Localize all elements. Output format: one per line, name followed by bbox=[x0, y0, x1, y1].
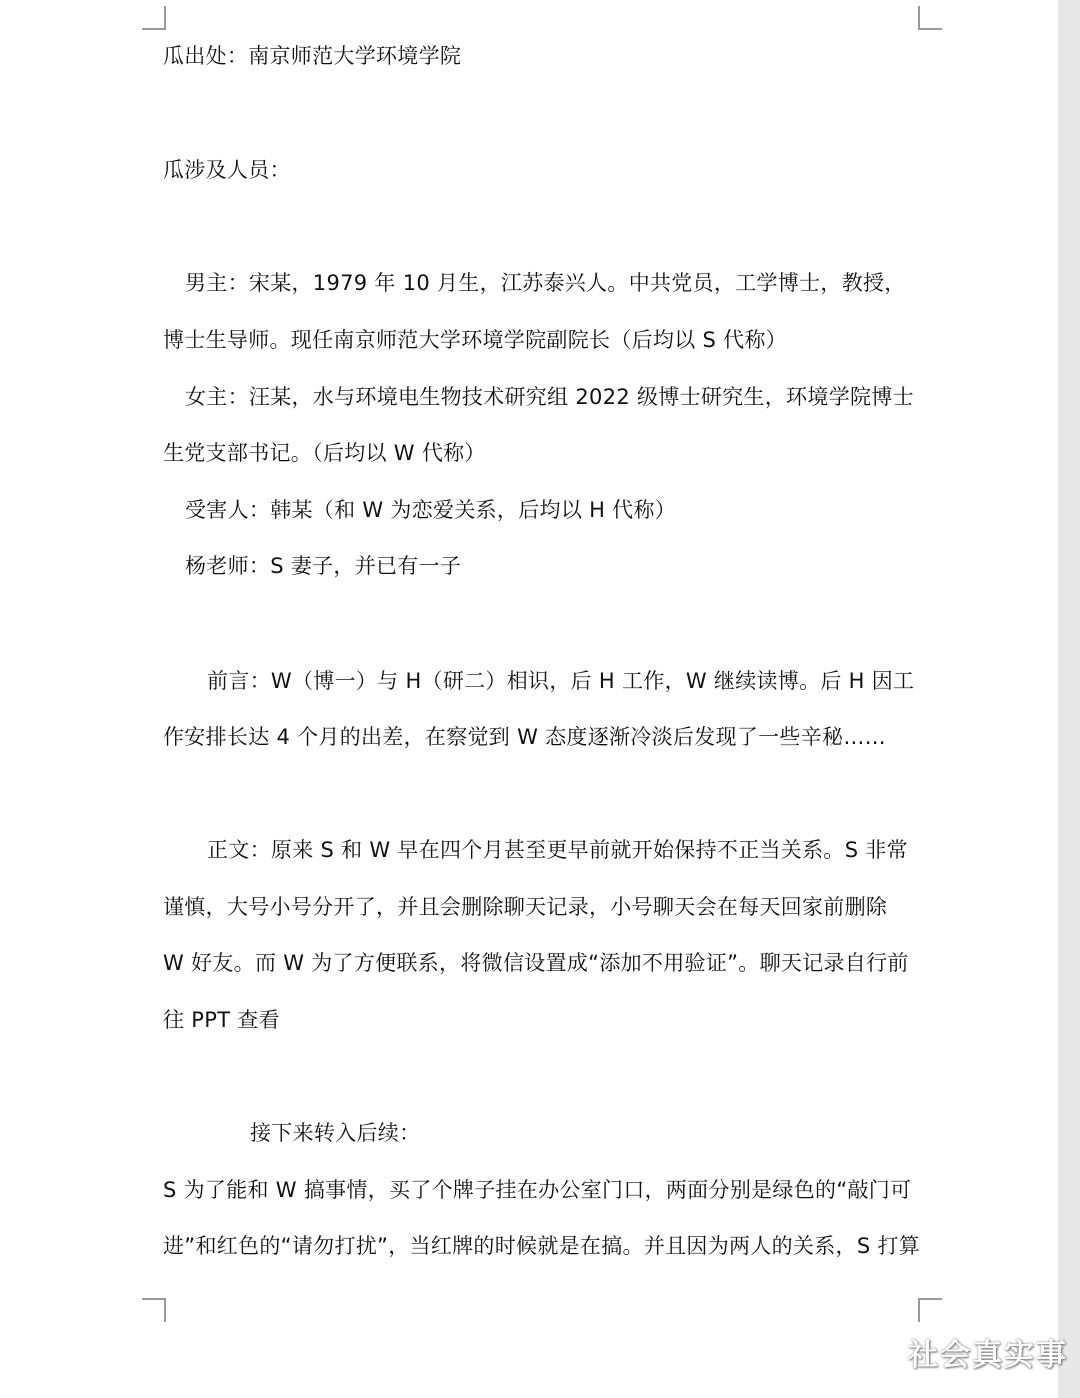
followup-heading: 接下来转入后续： bbox=[250, 1121, 421, 1145]
followup-line-1: S 为了能和 W 搞事情，买了个牌子挂在办公室门口，两面分别是绿色的“敲门可 bbox=[163, 1178, 912, 1202]
female-lead-line-1: 女主：汪某，水与环境电生物技术研究组 2022 级博士研究生，环境学院博士 bbox=[185, 385, 914, 409]
main-text-line-3: W 好友。而 W 为了方便联系，将微信设置成“添加不用验证”。聊天记录自行前 bbox=[163, 951, 909, 975]
male-lead-line-2: 博士生导师。现任南京师范大学环境学院副院长（后均以 S 代称） bbox=[163, 328, 787, 352]
female-lead-line-2: 生党支部书记。（后均以 W 代称） bbox=[163, 441, 486, 465]
page-edge bbox=[1058, 0, 1080, 1398]
margin-mark-top-left bbox=[142, 6, 166, 30]
people-heading: 瓜涉及人员： bbox=[163, 158, 291, 182]
main-text-line-2: 谨慎，大号小号分开了，并且会删除聊天记录，小号聊天会在每天回家前删除 bbox=[163, 895, 888, 919]
preface-line-2: 作安排长达 4 个月的出差，在察觉到 W 态度逐渐冷淡后发现了一些辛秘…… bbox=[163, 725, 886, 749]
male-lead-line-1: 男主：宋某，1979 年 10 月生，江苏泰兴人。中共党员，工学博士，教授， bbox=[185, 271, 906, 295]
victim-line: 受害人：韩某（和 W 为恋爱关系，后均以 H 代称） bbox=[185, 498, 677, 522]
source-line: 瓜出处：南京师范大学环境学院 bbox=[163, 44, 462, 68]
main-text-line-4: 往 PPT 查看 bbox=[163, 1008, 280, 1032]
watermark: 社会真实事 bbox=[908, 1338, 1068, 1373]
margin-mark-bottom-right bbox=[918, 1298, 942, 1322]
main-text-line-1: 正文：原来 S 和 W 早在四个月甚至更早前就开始保持不正当关系。S 非常 bbox=[207, 838, 908, 862]
teacher-yang-line: 杨老师：S 妻子，并已有一子 bbox=[185, 554, 462, 578]
margin-mark-top-right bbox=[918, 6, 942, 30]
preface-line-1: 前言：W（博一）与 H（研二）相识，后 H 工作，W 继续读博。后 H 因工 bbox=[207, 669, 915, 693]
followup-line-2: 进”和红色的“请勿打扰”，当红牌的时候就是在搞。并且因为两人的关系，S 打算 bbox=[163, 1234, 921, 1258]
margin-mark-bottom-left bbox=[142, 1298, 166, 1322]
